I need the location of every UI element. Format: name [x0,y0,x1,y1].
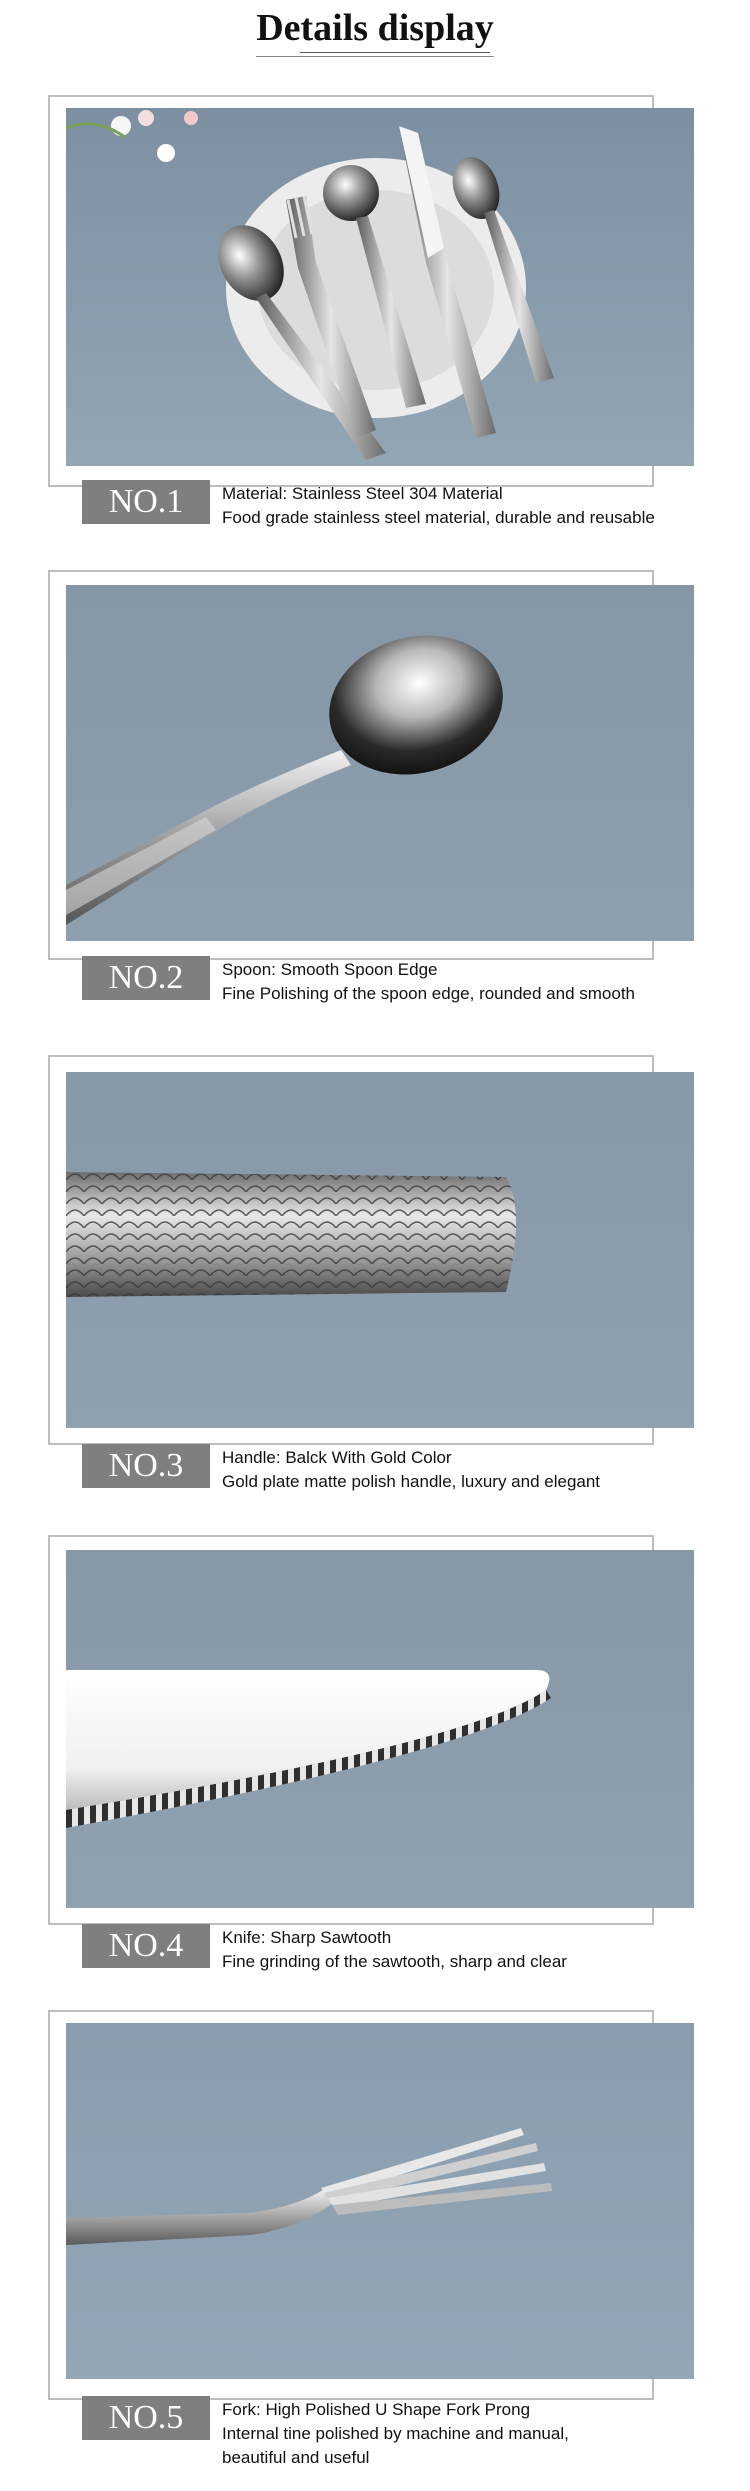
section-2-photo-spoon [66,585,694,941]
section-5-photo-fork [66,2023,694,2379]
section-1-photo-cutlery-set [66,108,694,466]
section-5-caption-line-1: Fork: High Polished U Shape Fork Prong [222,2400,531,2419]
section-3-caption [222,1446,692,1494]
section-1-caption [222,482,692,530]
section-5-caption-line-3: beautiful and useful [222,2448,370,2467]
title-underline-bottom [256,56,494,57]
section-5-badge: NO.5 [82,2396,210,2440]
page-title: Details display [256,7,494,49]
section-2-caption-line-1: Spoon: Smooth Spoon Edge [222,960,438,979]
section-1-caption-line-2: Food grade stainless steel material, durable and reusable [222,508,655,527]
section-3-caption-line-1: Handle: Balck With Gold Color [222,1448,452,1467]
section-4-badge: NO.4 [82,1924,210,1968]
section-4-caption-line-2: Fine grinding of the sawtooth, sharp and clear [222,1952,567,1971]
section-4-photo-knife [66,1550,694,1908]
section-2-caption [222,958,692,1006]
section-2-caption-line-2: Fine Polishing of the spoon edge, rounded and smooth [222,984,636,1003]
title-underline-top [300,52,490,53]
section-3-photo-handle [66,1072,694,1428]
section-1-caption-line-1: Material: Stainless Steel 304 Material [222,484,503,503]
section-4-caption-line-1: Knife: Sharp Sawtooth [222,1928,392,1947]
section-5-caption-line-2: Internal tine polished by machine and manual, [222,2424,569,2443]
section-3-caption-line-2: Gold plate matte polish handle, luxury and elegant [222,1472,601,1491]
section-2-badge: NO.2 [82,956,210,1000]
section-5-caption [222,2398,692,2470]
section-4-caption [222,1926,692,1974]
section-1-badge: NO.1 [82,480,210,524]
section-3-badge: NO.3 [82,1444,210,1488]
